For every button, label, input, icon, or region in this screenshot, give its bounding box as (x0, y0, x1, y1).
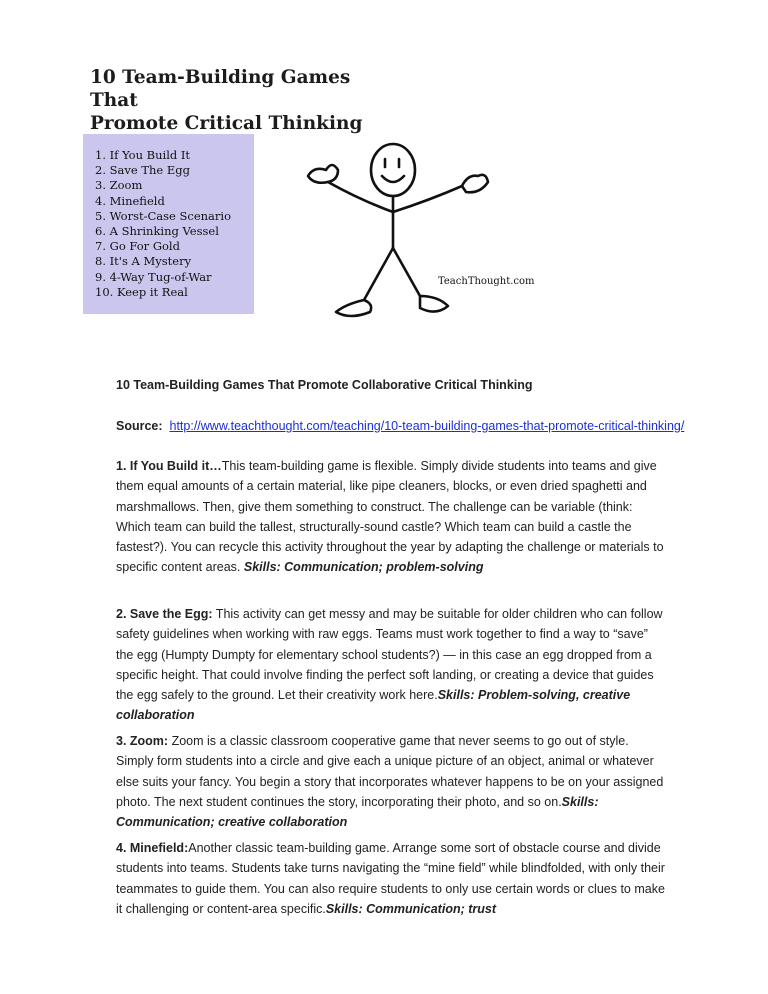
section-minefield (116, 838, 668, 919)
header-title-line-2: Promote Critical Thinking (90, 113, 363, 134)
list-item: 3. Zoom (95, 178, 143, 193)
section-zoom (116, 731, 668, 832)
section-body: This team-building game is flexible. Simply divide students into teams and give them equal amounts of a certain material, like pipe cleaners, blocks, or even dried spaghetti and marshmallows. Then, give them something to construct. The challenge can be variable (think: Which team can build the tallest, structurally-sound castle? Which team can build a castle the fastest?). You can recycle this activity throughout the year by adapting the challenge or materials to specific content areas. (116, 459, 664, 575)
source-line (116, 419, 684, 433)
section-save-the-egg (116, 604, 668, 726)
section-heading: 2. Save the Egg: (116, 607, 213, 621)
list-item: 5. Worst-Case Scenario (95, 208, 232, 223)
list-item: 9. 4-Way Tug-of-War (95, 269, 212, 284)
section-skills: Skills: Problem-solving, creative collaboration (116, 688, 631, 723)
list-item: 7. Go For Gold (95, 239, 180, 254)
section-heading: 3. Zoom: (116, 734, 169, 748)
section-skills: Skills: Communication; trust (325, 901, 496, 916)
list-item: 10. Keep it Real (95, 284, 188, 299)
section-if-you-build-it (116, 456, 668, 578)
list-item: 2. Save The Egg (95, 163, 190, 178)
section-heading: 4. Minefield: (116, 841, 189, 855)
section-heading: 1. If You Build it… (116, 459, 222, 473)
section-body: Zoom is a classic classroom cooperative game that never seems to go out of style. Simply form students into a circle and give each a unique picture of an object, animal or whatever else suits your fancy. You begin a story that incorporates whatever happens to be on your assigned photo. The next student continues the story, incorporating their photo, and so on. (116, 734, 664, 809)
list-item: 8. It's A Mystery (95, 254, 192, 269)
stick-figure-illustration (290, 130, 540, 330)
source-link[interactable]: http://www.teachthought.com/teaching/10-team-building-games-that-promote-critical-thinking/ (169, 419, 685, 433)
brand-watermark: TeachThought.com (438, 276, 535, 287)
list-item: 6. A Shrinking Vessel (95, 224, 219, 239)
section-body: Another classic team-building game. Arrange some sort of obstacle course and divide students into teams. Students take turns navigating the “mine field” while blindfolded, with only their teammates to guide them. You can also require students to only use certain words or clues to make it challenging or content-area specific. (116, 841, 665, 916)
header-title-line-1: 10 Team-Building Games That (90, 67, 351, 111)
section-skills: Skills: Communication; creative collaboration (116, 794, 599, 830)
list-item: 1. If You Build It (95, 148, 191, 162)
document-title: 10 Team-Building Games That Promote Collaborative Critical Thinking (116, 378, 533, 392)
source-label: Source: (116, 419, 163, 433)
header-title (90, 66, 390, 135)
games-list (95, 148, 231, 300)
section-body: This activity can get messy and may be suitable for older children who can follow safety guidelines when working with raw eggs. Teams must work together to find a way to “save” the egg (Humpty Dumpty for elementary school students?) — in this case an egg dropped from a specific height. That could involve finding the perfect soft landing, or creating a device that guides the egg safely to the ground. Let their creativity work here. (116, 607, 663, 703)
section-skills: Skills: Communication; problem-solving (243, 560, 484, 575)
list-item: 4. Minefield (95, 193, 165, 208)
